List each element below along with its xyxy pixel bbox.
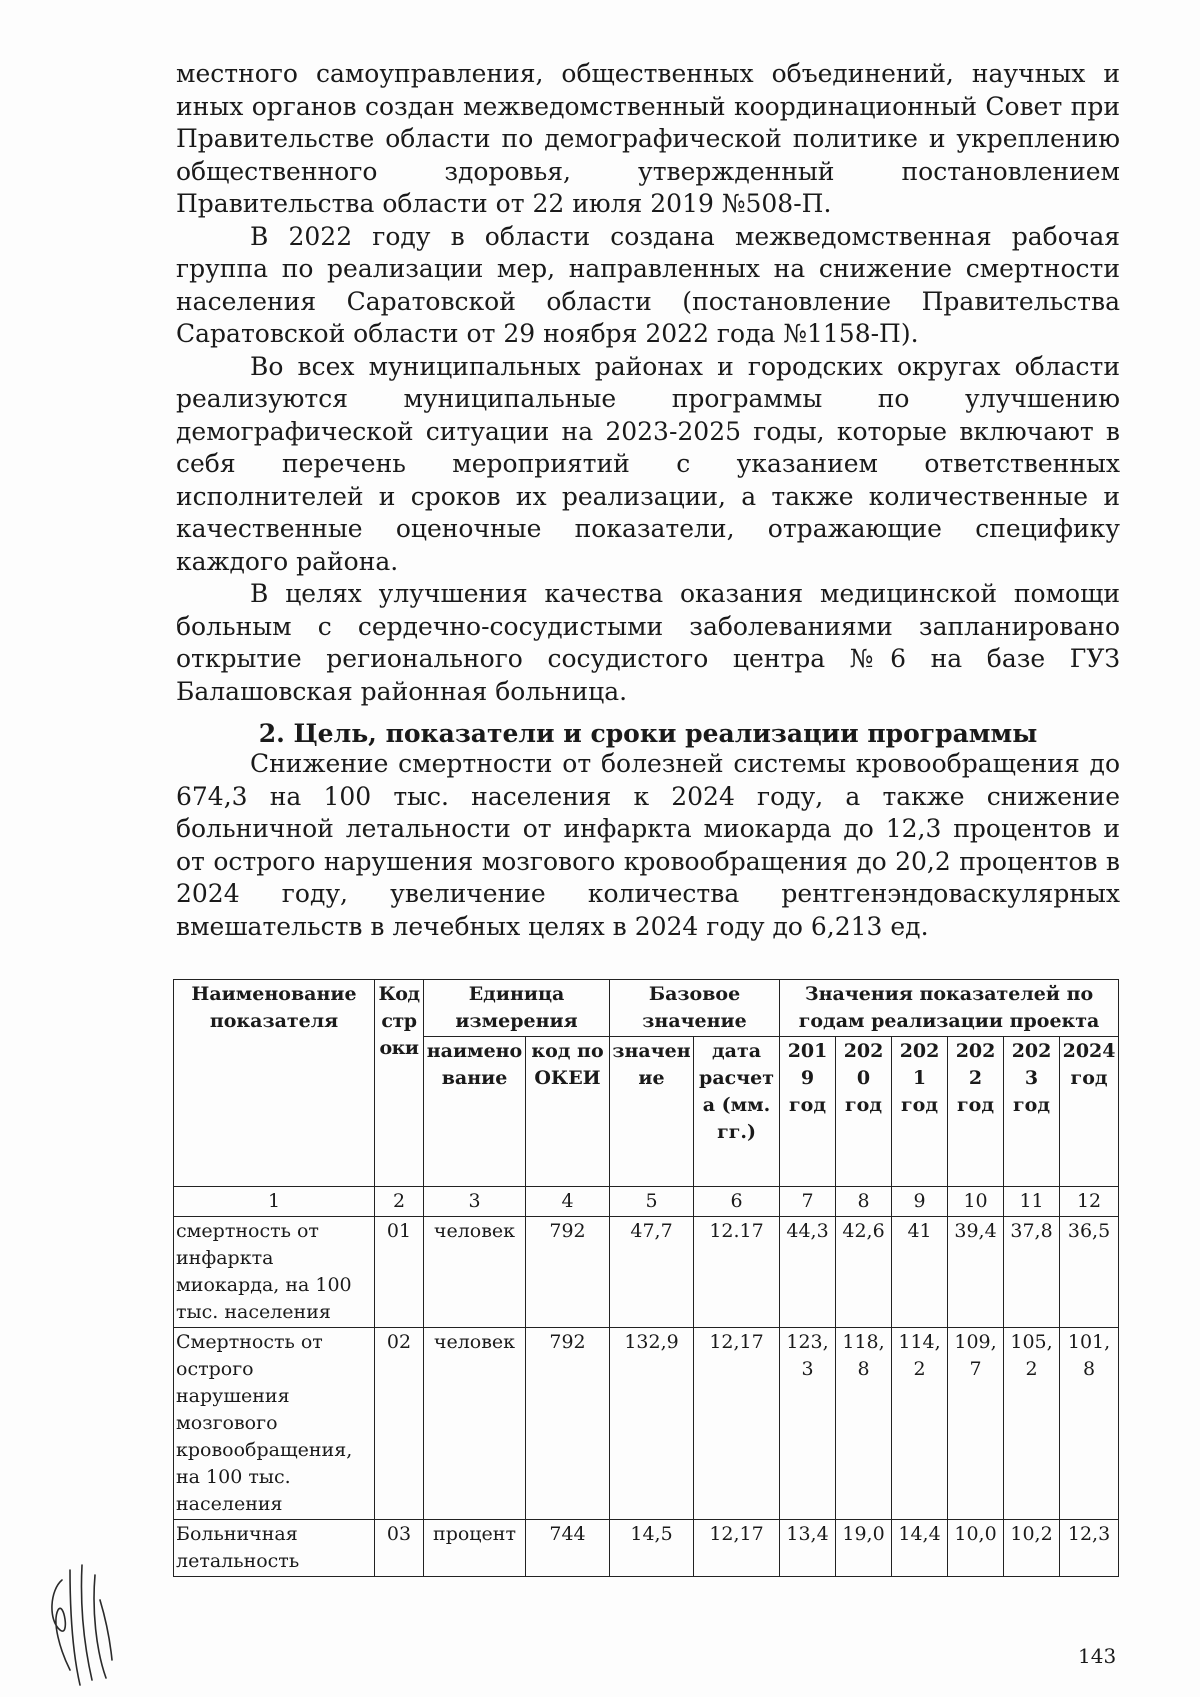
value-2022: 39,4 [948, 1217, 1004, 1328]
indicator-name: Смертность от острого нарушения мозгового кровообращения, на 100 тыс. населения [174, 1328, 375, 1520]
paragraph-3: Во всех муниципальных районах и городских округах области реализуются муниципальные программы по улучшению демографической ситуации на 2023-2025 годы, которые включают в себя перечень мероприятий с указанием ответственных исполнителей и сроков их реализации, а также количественные и качественные оценочные показатели, отражающие специфику каждого района. [176, 351, 1120, 576]
table-row [174, 1217, 1119, 1328]
indicator-base-date: 12.17 [694, 1217, 780, 1328]
indicator-base-value: 14,5 [610, 1520, 694, 1577]
header-code: Код строки [375, 980, 424, 1187]
column-number: 3 [424, 1187, 526, 1217]
column-number: 12 [1060, 1187, 1119, 1217]
value-2024: 101,8 [1060, 1328, 1119, 1520]
goal-paragraph: Снижение смертности от болезней системы кровообращения до 674,3 на 100 тыс. населения к 2024 году, а также снижение больничной летальности от инфаркта миокарда до 12,3 процентов и от острого нарушения мозгового кровообращения до 20,2 процентов в 2024 году, увеличение количества рентгенэндоваскулярных вмешательств в лечебных целях в 2024 году до 6,213 ед. [176, 749, 1120, 941]
header-year-2022: 2022 год [948, 1037, 1004, 1187]
table-header-row-1 [174, 980, 1119, 1037]
header-unit-name: наименование [424, 1037, 526, 1187]
table-row [174, 1328, 1119, 1520]
header-year-2021: 2021 год [892, 1037, 948, 1187]
paragraph-2: В 2022 году в области создана межведомственная рабочая группа по реализации мер, направленных на снижение смертности населения Саратовской области (постановление Правительства Саратовской области от 29 ноября 2022 года №1158-П). [176, 221, 1120, 348]
indicators-table [173, 979, 1119, 1577]
indicator-unit: человек [424, 1217, 526, 1328]
column-number: 9 [892, 1187, 948, 1217]
header-unit: Единица измерения [424, 980, 610, 1037]
header-year-2020: 2020 год [836, 1037, 892, 1187]
column-number: 11 [1004, 1187, 1060, 1217]
column-number: 10 [948, 1187, 1004, 1217]
signature-mark [40, 1560, 120, 1690]
value-2019: 123,3 [780, 1328, 836, 1520]
header-unit-okei: код по ОКЕИ [526, 1037, 610, 1187]
header-base: Базовое значение [610, 980, 780, 1037]
page-number: 143 [1078, 1644, 1117, 1668]
column-number: 8 [836, 1187, 892, 1217]
header-year-2023: 2023 год [1004, 1037, 1060, 1187]
indicator-okei: 792 [526, 1217, 610, 1328]
value-2020: 19,0 [836, 1520, 892, 1577]
value-2024: 12,3 [1060, 1520, 1119, 1577]
header-year-2019: 2019 год [780, 1037, 836, 1187]
header-years-group: Значения показателей по годам реализации проекта [780, 980, 1119, 1037]
indicator-code: 03 [375, 1520, 424, 1577]
column-number: 6 [694, 1187, 780, 1217]
indicator-unit: процент [424, 1520, 526, 1577]
header-name: Наименование показателя [174, 980, 375, 1187]
section-title: 2. Цель, показатели и сроки реализации программы [258, 719, 1038, 748]
header-year-2024: 2024 год [1060, 1037, 1119, 1187]
value-2022: 109,7 [948, 1328, 1004, 1520]
column-number: 2 [375, 1187, 424, 1217]
indicator-base-date: 12,17 [694, 1328, 780, 1520]
indicator-unit: человек [424, 1328, 526, 1520]
value-2020: 118,8 [836, 1328, 892, 1520]
paragraph-4: В целях улучшения качества оказания медицинской помощи больным с сердечно-сосудистыми заболеваниями запланировано открытие регионального сосудистого центра №6 на базе ГУЗ Балашовская районная больница. [176, 579, 1120, 706]
value-2023: 105,2 [1004, 1328, 1060, 1520]
value-2022: 10,0 [948, 1520, 1004, 1577]
indicator-base-value: 47,7 [610, 1217, 694, 1328]
indicator-code: 02 [375, 1328, 424, 1520]
indicator-name: Больничная летальность [174, 1520, 375, 1577]
paragraph-1: местного самоуправления, общественных объединений, научных и иных органов создан межведомственный координационный Совет при Правительстве области по демографической политике и укреплению общественного здоровья, утвержденный постановлением Правительства области от 22 июля 2019 №508-П. [176, 59, 1120, 218]
value-2021: 41 [892, 1217, 948, 1328]
indicator-code: 01 [375, 1217, 424, 1328]
indicator-name: смертность от инфаркта миокарда, на 100 тыс. населения [174, 1217, 375, 1328]
goal-text-block [176, 748, 1120, 943]
indicator-base-date: 12,17 [694, 1520, 780, 1577]
indicator-base-value: 132,9 [610, 1328, 694, 1520]
intro-text [176, 58, 1120, 708]
column-number: 1 [174, 1187, 375, 1217]
value-2021: 14,4 [892, 1520, 948, 1577]
value-2023: 37,8 [1004, 1217, 1060, 1328]
header-base-date: дата расчета (мм. гг.) [694, 1037, 780, 1187]
header-base-value: значение [610, 1037, 694, 1187]
column-number: 4 [526, 1187, 610, 1217]
value-2021: 114,2 [892, 1328, 948, 1520]
value-2023: 10,2 [1004, 1520, 1060, 1577]
value-2019: 44,3 [780, 1217, 836, 1328]
table-row [174, 1520, 1119, 1577]
indicator-okei: 792 [526, 1328, 610, 1520]
value-2019: 13,4 [780, 1520, 836, 1577]
column-number: 5 [610, 1187, 694, 1217]
indicator-okei: 744 [526, 1520, 610, 1577]
value-2024: 36,5 [1060, 1217, 1119, 1328]
value-2020: 42,6 [836, 1217, 892, 1328]
column-number: 7 [780, 1187, 836, 1217]
column-number-row [174, 1187, 1119, 1217]
